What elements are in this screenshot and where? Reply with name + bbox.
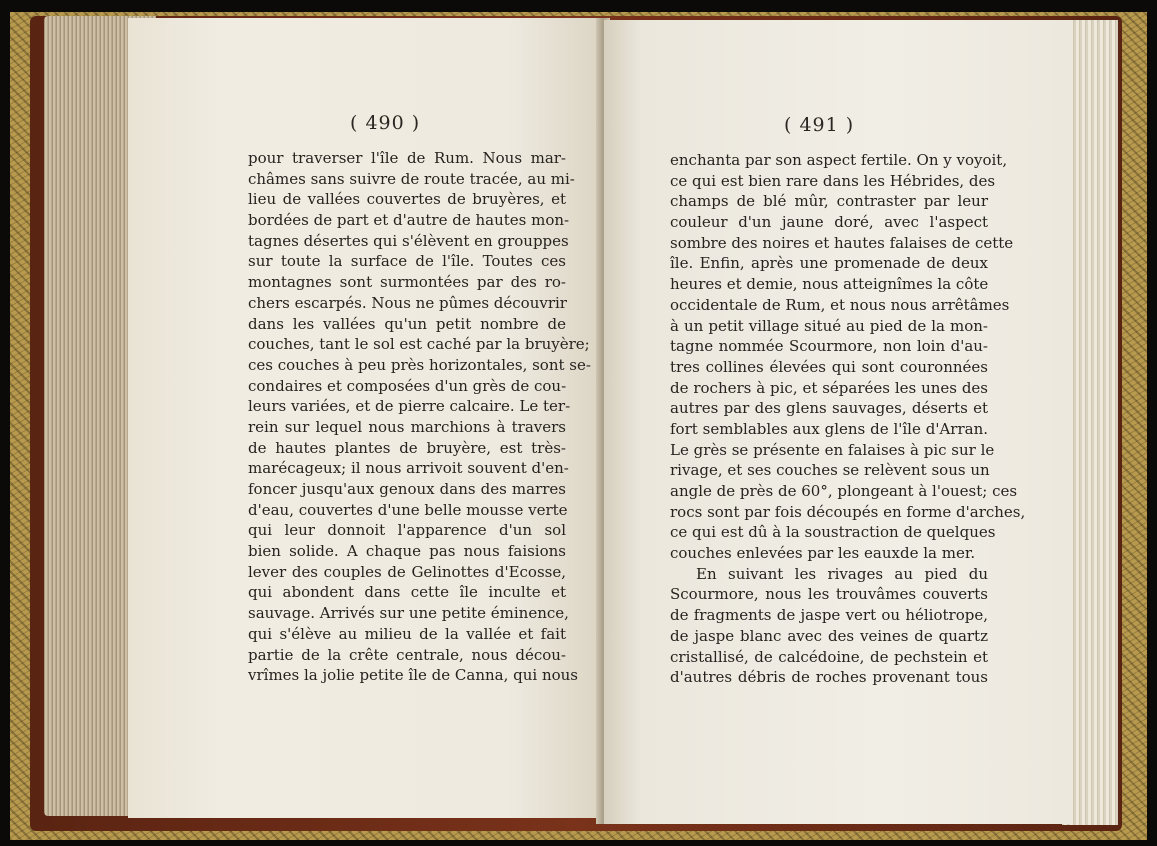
text-line: En suivant les rivages au pied du: [696, 564, 988, 583]
text-line: partie de la crête centrale, nous décou-: [248, 645, 566, 664]
text-line: rivage, et ses couches se relèvent sous un: [670, 461, 990, 480]
text-line: qui s'élève au milieu de la vallée et fait: [248, 624, 566, 643]
text-line: sur toute la surface de l'île. Toutes ces: [248, 252, 566, 271]
text-line: champs de blé mûr, contraster par leur: [670, 192, 988, 211]
text-line: bien solide. A chaque pas nous faisions: [248, 542, 566, 561]
text-line: marécageux; il nous arrivoit souvent d'en-: [248, 459, 569, 478]
text-line: chers escarpés. Nous ne pûmes découvrir: [248, 293, 567, 312]
text-line: angle de près de 60°, plongeant à l'ouest; ces: [670, 482, 1018, 500]
text-line: sombre des noires et hautes falaises de cette: [670, 233, 1014, 252]
text-line: rocs sont par fois découpés en forme d'arches,: [670, 502, 1026, 521]
text-line: ce qui est dû à la soustraction de quelques: [670, 523, 996, 542]
text-line: qui leur donnoit l'apparence d'un sol: [248, 521, 566, 540]
text-line: tres collines élevées qui sont couronnées: [670, 357, 988, 376]
text-line: lever des couples de Gelinottes d'Ecosse,: [248, 562, 566, 581]
text-line: Scourmore, nous les trouvâmes couverts: [670, 585, 988, 604]
text-line: qui abondent dans cette île inculte et: [248, 583, 566, 602]
text-line: cristallisé, de calcédoine, de pechstein et: [670, 647, 988, 666]
text-line: condaires et composées d'un grès de cou-: [248, 376, 567, 395]
text-line: fort semblables aux glens de l'île d'Arran.: [670, 419, 988, 438]
text-line: couleur d'un jaune doré, avec l'aspect: [670, 213, 988, 232]
text-line: heures et demie, nous atteignîmes la côte: [670, 275, 989, 294]
left-page: [128, 18, 602, 818]
text-line: de rochers à pic, et séparées les unes des: [670, 378, 988, 397]
text-line: couches, tant le sol est caché par la bruyère;: [248, 335, 590, 354]
text-line: occidentale de Rum, et nous nous arrêtâmes: [670, 295, 1010, 314]
text-line: de hautes plantes de bruyère, est très-: [248, 438, 566, 457]
text-line: Le grès se présente en falaises à pic sur le: [670, 440, 995, 459]
left-page-number: ( 490 ): [350, 112, 421, 134]
text-line: à un petit village situé au pied de la mon-: [670, 316, 988, 335]
text-line: lieu de vallées couvertes de bruyères, et: [248, 190, 566, 209]
text-line: autres par des glens sauvages, déserts et: [670, 399, 988, 418]
text-line: bordées de part et d'autre de hautes mon-: [248, 211, 570, 230]
text-line: rein sur lequel nous marchions à travers: [248, 417, 566, 436]
text-line: ces couches à peu près horizontales, sont se-: [248, 355, 591, 374]
text-line: ce qui est bien rare dans les Hébrides, des: [670, 171, 996, 190]
text-line: montagnes sont surmontées par des ro-: [248, 273, 566, 292]
text-line: île. Enfin, après une promenade de deux: [670, 254, 988, 273]
text-line: foncer jusqu'aux genoux dans des marres: [248, 480, 566, 498]
text-line: enchanta par son aspect fertile. On y voyoit,: [670, 151, 1008, 169]
text-line: d'autres débris de roches provenant tous: [670, 668, 988, 687]
right-page-text: [670, 150, 1026, 688]
text-line: sauvage. Arrivés sur une petite éminence,: [248, 604, 569, 623]
text-line: de jaspe blanc avec des veines de quartz: [670, 626, 988, 645]
right-page-number: ( 491 ): [784, 114, 855, 136]
left-page-text: [248, 148, 591, 686]
text-line: de fragments de jaspe vert ou héliotrope,: [670, 606, 988, 625]
text-line: leurs variées, et de pierre calcaire. Le ter-: [248, 397, 571, 416]
text-line: d'eau, couvertes d'une belle mousse verte: [248, 500, 568, 519]
text-line: vrîmes la jolie petite île de Canna, qui nous: [248, 666, 578, 685]
text-line: châmes sans suivre de route tracée, au mi-: [248, 169, 575, 188]
text-line: couches enlevées par les eauxde la mer.: [670, 544, 976, 563]
text-line: tagne nommée Scourmore, non loin d'au-: [670, 337, 988, 356]
text-line: dans les vallées qu'un petit nombre de: [248, 314, 566, 333]
text-line: pour traverser l'île de Rum. Nous mar-: [248, 149, 566, 167]
text-line: tagnes désertes qui s'élèvent en grouppes: [248, 231, 569, 250]
right-page: [604, 20, 1072, 824]
